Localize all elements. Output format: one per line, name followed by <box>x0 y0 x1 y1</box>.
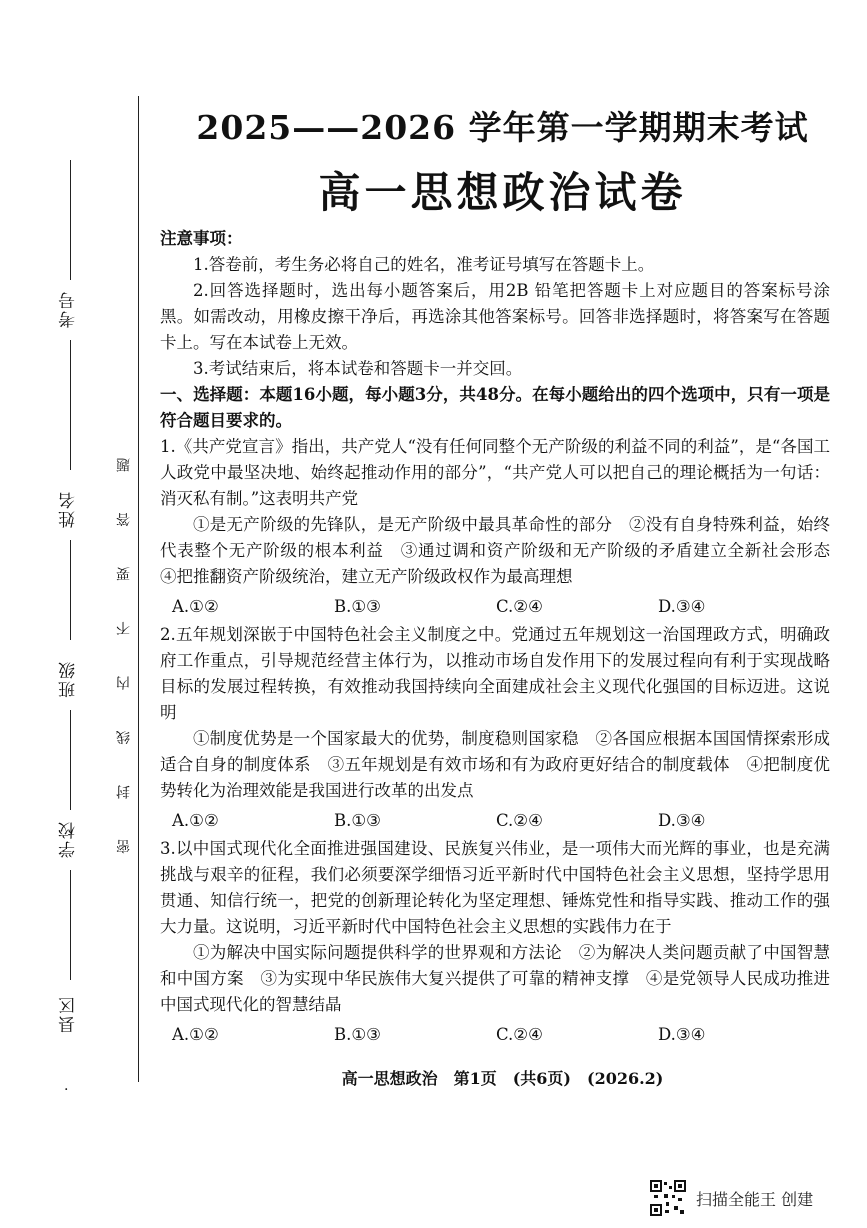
question-3 <box>160 836 830 1048</box>
option-d: D.③④ <box>658 597 706 616</box>
margin-dot: . <box>64 1078 69 1094</box>
label-class: 班级 <box>59 660 79 698</box>
label-name: 姓名 <box>59 490 79 528</box>
label-district: 县区 <box>59 995 79 1033</box>
option-b: B.①③ <box>334 811 381 830</box>
exam-title: 2025——2026 学年第一学期期末考试 <box>196 108 809 147</box>
watermark-text: 扫描全能王 创建 <box>696 1189 814 1209</box>
option-d: D.③④ <box>658 811 706 830</box>
option-c: C.②④ <box>496 811 543 830</box>
binding-line <box>138 96 139 1082</box>
option-b: B.①③ <box>334 597 381 616</box>
question-choices: ①是无产阶级的先锋队，是无产阶级中最具革命性的部分 ②没有自身特殊利益，始终代表整个无产阶级的根本利益 ③通过调和资产阶级和无产阶级的矛盾建立全新社会形态 ④把推翻资产阶级统治，建立无产阶级政权作为最高理想 <box>160 515 847 586</box>
option-a: A.①② <box>172 811 219 830</box>
question-choices: ①为解决中国实际问题提供科学的世界观和方法论 ②为解决人类问题贡献了中国智慧和中国方案 ③为实现中华民族伟大复兴提供了可靠的精神支撑 ④是党领导人民成功推进中国式现代化的智慧结晶 <box>160 943 830 1014</box>
field-exam-number-tail <box>70 340 71 470</box>
label-school: 学校 <box>59 820 79 858</box>
question-stem: 2.五年规划深嵌于中国特色社会主义制度之中。党通过五年规划这一治国理政方式，明确政府工作重点，引导规范经营主体行为，以推动市场自发作用下的发展过程向有利于实现战略目标的发展过程转换，有效推动我国持续向全面建成社会主义现代化强国的目标迈进。这说明 <box>160 625 830 722</box>
question-2 <box>160 622 830 834</box>
page-footer: 高一思想政治 第1页 (共6页) (2026.2) <box>341 1069 664 1088</box>
field-exam-number <box>70 160 71 280</box>
option-c: C.②④ <box>496 1025 543 1044</box>
section-heading: 一、选择题：本题16小题，每小题3分，共48分。在每小题给出的四个选项中，只有一项是符合题目要求的。 <box>160 385 830 430</box>
question-1 <box>160 434 847 620</box>
notice-heading: 注意事项： <box>160 229 243 248</box>
option-a: A.①② <box>172 597 219 616</box>
option-c: C.②④ <box>496 597 543 616</box>
question-stem: 3.以中国式现代化全面推进强国建设、民族复兴伟业，是一项伟大而光辉的事业，也是充满挑战与艰辛的征程，我们必须要深学细悟习近平新时代中国特色社会主义思想，坚持学思用贯通、知信行统一，把党的创新理论转化为坚定理想、锤炼党性和指导实践、推动工作的强大力量。这说明，习近平新时代中国特色社会主义思想的实践伟力在于 <box>160 839 830 936</box>
label-exam-number: 考号 <box>59 290 79 328</box>
subject-title: 高一思想政治试卷 <box>318 168 687 217</box>
question-choices: ①制度优势是一个国家最大的优势，制度稳则国家稳 ②各国应根据本国国情探索形成适合自身的制度体系 ③五年规划是有效市场和有为政府更好结合的制度载体 ④把制度优势转化为治理效能是我国进行改革的出发点 <box>160 729 830 800</box>
option-b: B.①③ <box>334 1025 381 1044</box>
field-school <box>70 870 71 980</box>
field-name <box>70 540 71 640</box>
notice-item: 1.答卷前，考生务必将自己的姓名，准考证号填写在答题卡上。 <box>193 255 655 274</box>
qr-code-icon <box>650 1180 686 1216</box>
notice-item: 2.回答选择题时，选出每小题答案后，用2B 铅笔把答题卡上对应题目的答案标号涂黑。如需改动，用橡皮擦干净后，再选涂其他答案标号。回答非选择题时，将答案写在答题卡上。写在本试卷上无效。 <box>160 281 830 352</box>
option-a: A.①② <box>172 1025 219 1044</box>
exam-content <box>160 226 847 1050</box>
question-stem: 1.《共产党宣言》指出，共产党人“没有任何同整个无产阶级的利益不同的利益”，是“各国工人政党中最坚决地、始终起推动作用的部分”，“共产党人可以把自己的理论概括为一句话：消灭私有制。”这表明共产党 <box>160 437 830 508</box>
scanner-watermark <box>650 1180 813 1216</box>
notice-item: 3.考试结束后，将本试卷和答题卡一并交回。 <box>193 359 523 378</box>
option-d: D.③④ <box>658 1025 706 1044</box>
seal-line-notice: 密 封 线 内 不 要 答 题 <box>116 440 132 854</box>
field-class <box>70 710 71 810</box>
